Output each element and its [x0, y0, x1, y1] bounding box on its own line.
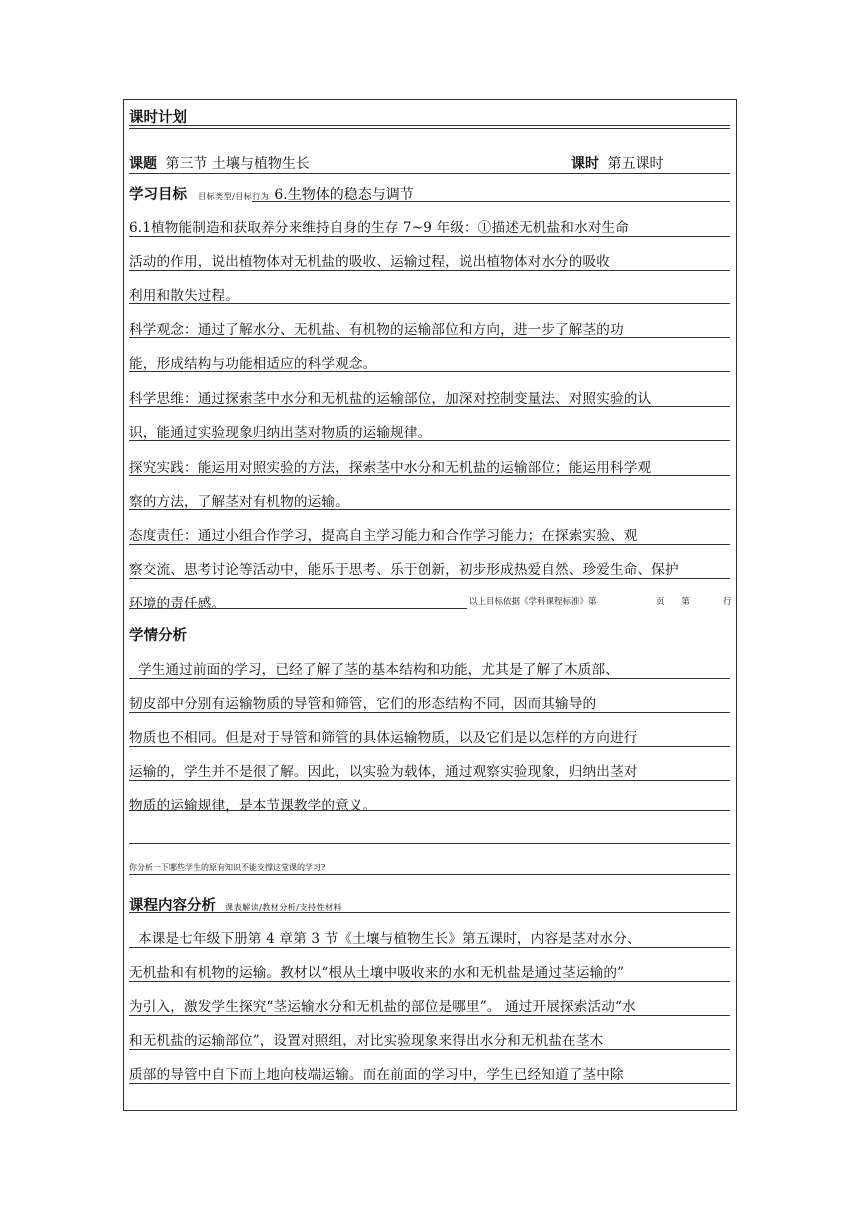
- objectives-sub: 目标类型/目标行为: [198, 192, 270, 201]
- content-line: 无机盐和有机物的运输。教材以“根从土壤中吸收来的水和无机盐是通过茎运输的”: [129, 965, 625, 981]
- title-divider: [129, 125, 730, 129]
- topic-label: 课题: [129, 156, 157, 172]
- blank-line: [129, 843, 730, 844]
- objective-line: 6.1植物能制造和获取养分来维持自身的生存 7~9 年级：①描述无机盐和水对生命: [129, 220, 629, 236]
- line-underline: [129, 236, 730, 237]
- content-line: 为引入，激发学生探究“茎运输水分和无机盐的部位是哪里”。 通过开展探索活动“水: [129, 999, 636, 1015]
- line-underline: [129, 1015, 730, 1016]
- source-note: 以上目标依据《学科课程标准》第: [469, 597, 597, 607]
- objective-line: 察的方法，了解茎对有机物的运输。: [129, 494, 349, 510]
- analysis-line: 运输的，学生并不是很了解。因此，以实验为载体，通过观察实验现象，归纳出茎对: [129, 764, 638, 780]
- line-underline: [129, 1049, 730, 1050]
- period-value: 第五课时: [607, 156, 664, 172]
- analysis-line: 物质的运输规律，是本节课教学的意义。: [129, 798, 377, 814]
- line-underline: [129, 947, 730, 948]
- objective-line: 利用和散失过程。: [129, 288, 239, 304]
- objective-line: 能，形成结构与功能相适应的科学观念。: [129, 356, 377, 372]
- objective-line: 察交流、思考讨论等活动中，能乐于思考、乐于创新，初步形成热爱自然、珍爱生命、保护: [129, 562, 679, 578]
- period-label: 课时: [571, 156, 599, 172]
- analysis-question: 你分析一下哪些学生的原有知识不能支撑这堂课的学习?: [129, 863, 326, 872]
- line-underline: [129, 981, 730, 982]
- analysis-line: 物质也不相同。但是对于导管和筛管的具体运输物质，以及它们是以怎样的方向进行: [129, 730, 638, 746]
- topic-row: [129, 153, 730, 173]
- source-page-label: 页 第: [656, 597, 690, 607]
- line-underline: [129, 303, 730, 304]
- plan-title: 课时计划: [129, 110, 187, 126]
- topic-divider: [129, 173, 730, 174]
- line-underline: [129, 509, 730, 510]
- objectives-label: 学习目标: [129, 187, 187, 203]
- line-underline: [129, 406, 730, 407]
- content-line: 质部的导管中自下而上地向枝端运输。而在前面的学习中，学生已经知道了茎中除: [129, 1067, 624, 1083]
- topic-value: 第三节 土壤与植物生长: [165, 156, 310, 172]
- objective-line: 科学思维：通过探索茎中水分和无机盐的运输部位，加深对控制变量法、对照实验的认: [129, 391, 652, 407]
- content-line: 本课是七年级下册第 4 章第 3 节《土壤与植物生长》第五课时，内容是茎对水分、: [129, 931, 641, 947]
- line-underline: [129, 810, 730, 811]
- period-block: [571, 153, 663, 173]
- line-underline: [129, 578, 730, 579]
- line-underline: [129, 371, 730, 372]
- line-underline: [129, 712, 730, 713]
- category-underline: [252, 201, 730, 202]
- line-underline: [129, 780, 730, 781]
- question-underline: [129, 874, 730, 875]
- line-underline: [129, 1083, 730, 1084]
- objectives-category: 6.生物体的稳态与调节: [274, 187, 414, 203]
- line-underline: [129, 475, 730, 476]
- source-note-row: [129, 592, 730, 612]
- analysis-line: 韧皮部中分别有运输物质的导管和筛管，它们的形态结构不同，因而其输导的: [129, 696, 597, 712]
- source-line-label: 行: [723, 597, 732, 607]
- line-underline: [129, 337, 730, 338]
- content-line: 和无机盐的运输部位”，设置对照组，对比实验现象来得出水分和无机盐在茎木: [129, 1033, 604, 1049]
- objective-line: 活动的作用，说出植物体对无机盐的吸收、运输过程，说出植物体对水分的吸收: [129, 254, 611, 270]
- analysis-line: 学生通过前面的学习，已经了解了茎的基本结构和功能，尤其是了解了木质部、: [129, 662, 619, 678]
- analysis-label: 学情分析: [129, 628, 187, 644]
- line-underline: [129, 746, 730, 747]
- content-sub: 课表解读/教材分析/支持性材料: [225, 903, 342, 912]
- line-underline: [129, 544, 730, 545]
- objective-line: 科学观念：通过了解水分、无机盐、有机物的运输部位和方向，进一步了解茎的功: [129, 322, 624, 338]
- line-underline: [129, 678, 730, 679]
- objective-line: 识，能通过实验现象归纳出茎对物质的运输规律。: [129, 425, 432, 441]
- source-note-underline: [129, 608, 467, 609]
- objective-line: 态度责任：通过小组合作学习，提高自主学习能力和合作学习能力；在探索实验、观: [129, 528, 638, 544]
- line-underline: [129, 270, 730, 271]
- line-underline: [129, 440, 730, 441]
- objective-line: 探究实践：能运用对照实验的方法，探索茎中水分和无机盐的运输部位；能运用科学观: [129, 460, 652, 476]
- objective-line: 环境的责任感。: [129, 596, 226, 612]
- content-label: 课程内容分析: [129, 898, 216, 914]
- content-heading-underline: [129, 912, 730, 913]
